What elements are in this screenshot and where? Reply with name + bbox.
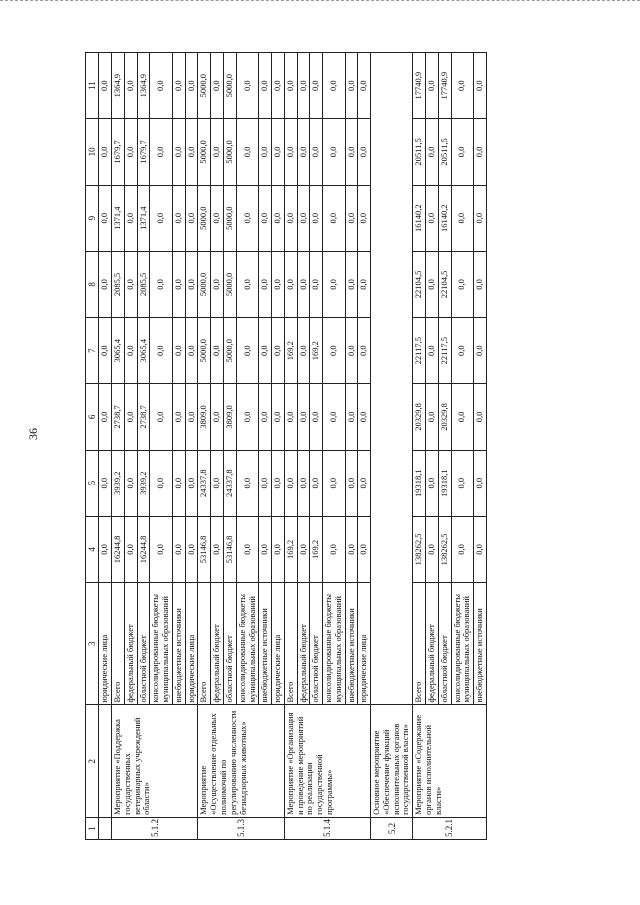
value-cell: 16244,8 [137, 516, 150, 582]
value-cell: 0,0 [474, 318, 487, 384]
value-cell: 0,0 [185, 384, 198, 450]
value-cell: 22104,5 [438, 251, 451, 317]
value-cell: 1364,9 [137, 53, 150, 119]
value-cell: 1679,7 [112, 119, 125, 185]
value-cell: 0,0 [310, 119, 323, 185]
value-cell: 0,0 [99, 53, 112, 119]
value-cell: 0,0 [358, 251, 371, 317]
value-cell: 0,0 [345, 119, 358, 185]
funding-source: областной бюджет [224, 583, 237, 705]
measure-name: Основное мероприятие «Обеспечение функций исполнительных органов государственной власти» [371, 705, 413, 817]
value-cell: 0,0 [426, 318, 439, 384]
value-cell: 0,0 [236, 450, 259, 516]
value-cell: 0,0 [284, 185, 297, 251]
value-cell: 0,0 [345, 53, 358, 119]
funding-source: Всего [198, 583, 211, 705]
value-cell: 3809,0 [198, 384, 211, 450]
column-header: 9 [86, 185, 99, 251]
value-cell: 0,0 [172, 53, 185, 119]
value-cell: 16244,8 [112, 516, 125, 582]
value-cell: 24337,8 [224, 450, 237, 516]
value-cell: 0,0 [297, 119, 310, 185]
value-cell: 0,0 [172, 384, 185, 450]
value-cell: 0,0 [451, 185, 474, 251]
value-cell: 0,0 [211, 185, 224, 251]
table-row [198, 53, 211, 840]
value-cell: 0,0 [310, 53, 323, 119]
measure-name: Мероприятие «Организация и проведение мероприятий по реализации государственной программы» [284, 705, 370, 817]
value-cell: 5000,0 [198, 185, 211, 251]
value-cell: 2085,5 [112, 251, 125, 317]
column-header: 10 [86, 119, 99, 185]
value-cell: 5000,0 [224, 53, 237, 119]
value-cell: 0,0 [284, 450, 297, 516]
value-cell: 2738,7 [112, 384, 125, 450]
row-index: 5.1.2 [112, 817, 198, 839]
value-cell: 0,0 [297, 318, 310, 384]
funding-source: областной бюджет [137, 583, 150, 705]
value-cell: 0,0 [284, 384, 297, 450]
value-cell: 5000,0 [198, 318, 211, 384]
value-cell: 0,0 [172, 318, 185, 384]
value-cell: 1371,4 [137, 185, 150, 251]
column-header: 6 [86, 384, 99, 450]
value-cell: 3809,0 [224, 384, 237, 450]
value-cell: 0,0 [310, 384, 323, 450]
column-header: 11 [86, 53, 99, 119]
value-cell: 0,0 [236, 384, 259, 450]
funding-source: юридические лица [99, 583, 112, 705]
value-cell: 16140,2 [438, 185, 451, 251]
value-cell: 0,0 [124, 185, 137, 251]
value-cell: 0,0 [272, 53, 285, 119]
value-cell: 0,0 [185, 516, 198, 582]
value-cell: 0,0 [310, 251, 323, 317]
value-cell: 0,0 [474, 119, 487, 185]
funding-source: Всего [413, 583, 426, 705]
value-cell: 0,0 [451, 119, 474, 185]
column-header: 3 [86, 583, 99, 705]
funding-source: юридические лица [185, 583, 198, 705]
value-cell: 0,0 [451, 384, 474, 450]
column-header: 2 [86, 705, 99, 817]
value-cell: 0,0 [297, 251, 310, 317]
value-cell: 0,0 [150, 53, 173, 119]
value-cell: 2738,7 [137, 384, 150, 450]
value-cell: 19318,1 [438, 450, 451, 516]
value-cell: 5000,0 [224, 318, 237, 384]
header-row [86, 53, 99, 840]
value-cell: 0,0 [451, 450, 474, 516]
value-cell: 22117,5 [413, 318, 426, 384]
value-cell: 5000,0 [198, 53, 211, 119]
value-cell: 0,0 [297, 450, 310, 516]
table-body [99, 53, 487, 840]
value-cell: 0,0 [345, 516, 358, 582]
value-cell: 20329,8 [413, 384, 426, 450]
value-cell: 20329,8 [438, 384, 451, 450]
funding-source: внебюджетные источники [259, 583, 272, 705]
funding-source: федеральный бюджет [426, 583, 439, 705]
value-cell: 0,0 [323, 450, 346, 516]
value-cell: 0,0 [297, 185, 310, 251]
value-cell: 169,2 [284, 318, 297, 384]
row-index: 5.1.3 [198, 817, 284, 839]
value-cell: 0,0 [272, 251, 285, 317]
value-cell: 0,0 [358, 318, 371, 384]
column-header: 7 [86, 318, 99, 384]
value-cell: 0,0 [297, 384, 310, 450]
value-cell: 3065,4 [112, 318, 125, 384]
funding-source: федеральный бюджет [211, 583, 224, 705]
value-cell: 0,0 [150, 318, 173, 384]
value-cell: 0,0 [172, 450, 185, 516]
value-cell: 0,0 [259, 251, 272, 317]
value-cell: 0,0 [426, 53, 439, 119]
value-cell: 53146,8 [224, 516, 237, 582]
value-cell: 138262,5 [438, 516, 451, 582]
value-cell: 0,0 [99, 251, 112, 317]
value-cell: 0,0 [211, 119, 224, 185]
budget-table [85, 52, 487, 840]
value-cell: 0,0 [99, 384, 112, 450]
value-cell: 0,0 [474, 384, 487, 450]
table-row [413, 53, 426, 840]
value-cell: 0,0 [474, 251, 487, 317]
value-cell: 0,0 [451, 53, 474, 119]
value-cell: 0,0 [297, 53, 310, 119]
value-cell: 0,0 [211, 251, 224, 317]
value-cell: 0,0 [345, 185, 358, 251]
value-cell: 0,0 [284, 53, 297, 119]
value-cell: 24337,8 [198, 450, 211, 516]
value-cell: 0,0 [259, 384, 272, 450]
value-cell: 169,2 [284, 516, 297, 582]
value-cell: 0,0 [124, 516, 137, 582]
value-cell: 0,0 [99, 119, 112, 185]
value-cell: 0,0 [172, 119, 185, 185]
row-index: 5.2 [371, 817, 413, 839]
measure-name: Мероприятие «Поддержка государственных ветеринарных учреждений области» [112, 705, 198, 817]
value-cell: 0,0 [150, 185, 173, 251]
value-cell: 0,0 [99, 450, 112, 516]
value-cell: 0,0 [236, 53, 259, 119]
value-cell: 5000,0 [224, 251, 237, 317]
value-cell: 169,2 [310, 516, 323, 582]
value-cell: 0,0 [426, 516, 439, 582]
value-cell: 0,0 [451, 516, 474, 582]
funding-source: юридические лица [358, 583, 371, 705]
value-cell: 0,0 [426, 450, 439, 516]
value-cell: 0,0 [345, 251, 358, 317]
value-cell: 0,0 [124, 251, 137, 317]
value-cell: 0,0 [236, 119, 259, 185]
value-cell: 3939,2 [112, 450, 125, 516]
value-cell: 16140,2 [413, 185, 426, 251]
table-row [99, 53, 112, 840]
value-cell: 53146,8 [198, 516, 211, 582]
funding-source: внебюджетные источники [474, 583, 487, 705]
measure-name: Мероприятие «Содержание органов исполнительной власти» [413, 705, 487, 817]
value-cell: 0,0 [124, 384, 137, 450]
value-cell: 22104,5 [413, 251, 426, 317]
value-cell: 0,0 [211, 516, 224, 582]
value-cell: 0,0 [272, 185, 285, 251]
value-cell: 0,0 [185, 251, 198, 317]
value-cell: 0,0 [323, 516, 346, 582]
funding-source: внебюджетные источники [345, 583, 358, 705]
value-cell: 0,0 [124, 450, 137, 516]
value-cell: 0,0 [211, 384, 224, 450]
value-cell: 1364,9 [112, 53, 125, 119]
value-cell: 0,0 [259, 185, 272, 251]
page-number: 36 [26, 428, 40, 440]
value-cell: 5000,0 [198, 251, 211, 317]
value-cell: 22117,5 [438, 318, 451, 384]
value-cell: 0,0 [310, 450, 323, 516]
row-index: 5.1.4 [284, 817, 370, 839]
value-cell: 0,0 [172, 516, 185, 582]
value-cell: 0,0 [259, 119, 272, 185]
value-cell: 0,0 [172, 251, 185, 317]
value-cell: 0,0 [211, 450, 224, 516]
column-header: 8 [86, 251, 99, 317]
value-cell: 0,0 [323, 318, 346, 384]
value-cell: 0,0 [185, 119, 198, 185]
value-cell: 0,0 [150, 251, 173, 317]
value-cell: 20511,5 [438, 119, 451, 185]
column-header: 5 [86, 450, 99, 516]
value-cell: 0,0 [323, 185, 346, 251]
value-cell: 0,0 [345, 384, 358, 450]
value-cell: 0,0 [358, 53, 371, 119]
value-cell: 0,0 [297, 516, 310, 582]
value-cell: 169,2 [310, 318, 323, 384]
value-cell: 0,0 [150, 384, 173, 450]
value-cell: 0,0 [185, 450, 198, 516]
value-cell: 5000,0 [224, 119, 237, 185]
value-cell: 17740,9 [438, 53, 451, 119]
row-index [99, 817, 112, 839]
value-cell: 20511,5 [413, 119, 426, 185]
value-cell: 0,0 [358, 119, 371, 185]
funding-source: юридические лица [272, 583, 285, 705]
table-row [112, 53, 125, 840]
value-cell: 2085,5 [137, 251, 150, 317]
value-cell: 0,0 [185, 185, 198, 251]
value-cell: 0,0 [272, 318, 285, 384]
funding-source: Всего [112, 583, 125, 705]
value-cell: 0,0 [99, 185, 112, 251]
value-cell: 0,0 [99, 516, 112, 582]
value-cell: 0,0 [272, 516, 285, 582]
value-cell: 0,0 [172, 185, 185, 251]
value-cell: 0,0 [426, 119, 439, 185]
value-cell: 0,0 [236, 318, 259, 384]
value-cell: 0,0 [474, 185, 487, 251]
value-cell: 0,0 [451, 251, 474, 317]
value-cell: 0,0 [474, 53, 487, 119]
value-cell: 0,0 [272, 384, 285, 450]
value-cell: 0,0 [185, 53, 198, 119]
value-cell: 0,0 [211, 53, 224, 119]
value-cell: 0,0 [451, 318, 474, 384]
value-cell: 0,0 [124, 318, 137, 384]
value-cell: 17740,9 [413, 53, 426, 119]
funding-source: консолидированные бюджеты муниципальных образований [323, 583, 346, 705]
measure-name: Мероприятие «Осуществление отдельных полномочий по регулированию численности безнадзорных животных» [198, 705, 284, 817]
value-cell: 5000,0 [198, 119, 211, 185]
value-cell: 0,0 [259, 516, 272, 582]
value-cell: 0,0 [259, 450, 272, 516]
funding-source: внебюджетные источники [172, 583, 185, 705]
table-row [371, 53, 413, 840]
value-cell: 1371,4 [112, 185, 125, 251]
funding-source [371, 53, 413, 706]
funding-source: областной бюджет [310, 583, 323, 705]
value-cell: 0,0 [426, 251, 439, 317]
value-cell: 0,0 [284, 119, 297, 185]
value-cell: 0,0 [474, 450, 487, 516]
value-cell: 0,0 [99, 318, 112, 384]
value-cell: 0,0 [236, 251, 259, 317]
row-index: 5.2.1 [413, 817, 487, 839]
value-cell: 0,0 [358, 185, 371, 251]
value-cell: 0,0 [272, 119, 285, 185]
value-cell: 0,0 [259, 53, 272, 119]
funding-source: федеральный бюджет [124, 583, 137, 705]
funding-source: областной бюджет [438, 583, 451, 705]
value-cell: 0,0 [358, 450, 371, 516]
value-cell: 0,0 [345, 450, 358, 516]
value-cell: 0,0 [310, 185, 323, 251]
value-cell: 0,0 [345, 318, 358, 384]
value-cell: 0,0 [358, 516, 371, 582]
value-cell: 138262,5 [413, 516, 426, 582]
value-cell: 0,0 [474, 516, 487, 582]
value-cell: 0,0 [124, 53, 137, 119]
value-cell: 0,0 [150, 450, 173, 516]
value-cell: 0,0 [323, 251, 346, 317]
funding-source: консолидированные бюджеты муниципальных образований [150, 583, 173, 705]
value-cell: 0,0 [426, 185, 439, 251]
value-cell: 0,0 [211, 318, 224, 384]
value-cell: 0,0 [236, 516, 259, 582]
value-cell: 0,0 [150, 119, 173, 185]
value-cell: 0,0 [323, 53, 346, 119]
value-cell: 0,0 [236, 185, 259, 251]
value-cell: 0,0 [284, 251, 297, 317]
value-cell: 0,0 [323, 384, 346, 450]
table-row [284, 53, 297, 840]
value-cell: 0,0 [124, 119, 137, 185]
funding-source: федеральный бюджет [297, 583, 310, 705]
column-header: 1 [86, 817, 99, 839]
measure-name [99, 705, 112, 817]
value-cell: 3065,4 [137, 318, 150, 384]
value-cell: 0,0 [185, 318, 198, 384]
value-cell: 0,0 [150, 516, 173, 582]
funding-source: консолидированные бюджеты муниципальных образований [451, 583, 474, 705]
value-cell: 19318,1 [413, 450, 426, 516]
value-cell: 0,0 [259, 318, 272, 384]
value-cell: 1679,7 [137, 119, 150, 185]
value-cell: 0,0 [272, 450, 285, 516]
funding-source: консолидированные бюджеты муниципальных образований [236, 583, 259, 705]
column-header: 4 [86, 516, 99, 582]
value-cell: 0,0 [426, 384, 439, 450]
scan-edge [0, 0, 640, 2]
value-cell: 0,0 [358, 384, 371, 450]
value-cell: 0,0 [323, 119, 346, 185]
value-cell: 3939,2 [137, 450, 150, 516]
funding-source: Всего [284, 583, 297, 705]
value-cell: 5000,0 [224, 185, 237, 251]
